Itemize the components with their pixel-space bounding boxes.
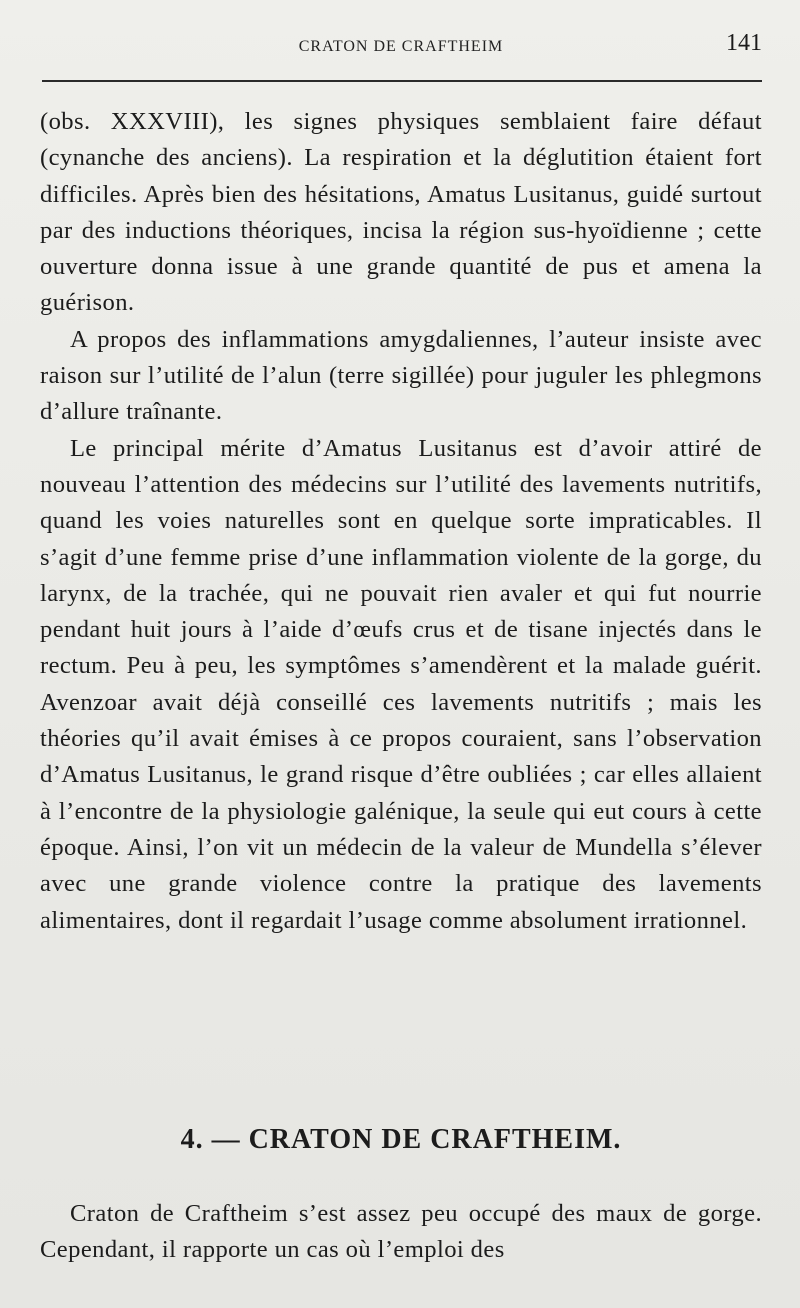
body-text [40, 104, 762, 939]
running-head: CRATON DE CRAFTHEIM [298, 38, 504, 55]
header-rule [42, 80, 762, 82]
section-text [40, 1196, 762, 1269]
paragraph: (obs. XXXVIII), les signes physiques semblaient faire défaut (cynanche des anciens). La respiration et la déglutition étaient fort difficiles. Après bien des hésitations, Amatus Lusitanus, guidé surtout par des inductions théoriques, incisa la région sus-hyoïdienne ; cette ouverture donna issue à une grande quantité de pus et amena la guérison. [40, 108, 762, 317]
paragraph: Le principal mérite d’Amatus Lusitanus est d’avoir attiré de nouveau l’attention des médecins sur l’utilité des lavements nutritifs, quand les voies naturelles sont en quelque sorte impraticables. Il s’agit d’une femme prise d’une inflammation violente de la gorge, du larynx, de la trachée, qui ne pouvait rien avaler et qui fut nourrie pendant huit jours à l’aide d’œufs crus et de tisane injectés dans le rectum. Peu à peu, les symptômes s’amendèrent et la malade guérit. Avenzoar avait déjà conseillé ces lavements nutritifs ; mais les théories qu’il avait émises à ce propos couraient, sans l’observation d’Amatus Lusitanus, le grand risque d’être oubliées ; car elles allaient à l’encontre de la physiologie galénique, la seule qui eut cours à cette époque. Ainsi, l’on vit un médecin de la valeur de Mundella s’élever avec une grande violence contre la pratique des lavements alimentaires, dont il regardait l’usage comme absolument irrationnel. [40, 434, 762, 934]
section-heading: 4. — CRATON DE CRAFTHEIM. [180, 1124, 622, 1155]
page-header [40, 28, 762, 68]
page-number: 141 [726, 30, 762, 56]
paragraph: Craton de Craftheim s’est assez peu occupé des maux de gorge. Cependant, il rapporte un cas où l’emploi des [40, 1200, 762, 1264]
paragraph: A propos des inflammations amygdaliennes, l’auteur insiste avec raison sur l’utilité de l’alun (terre sigillée) pour juguler les phlegmons d’allure traînante. [40, 325, 762, 426]
